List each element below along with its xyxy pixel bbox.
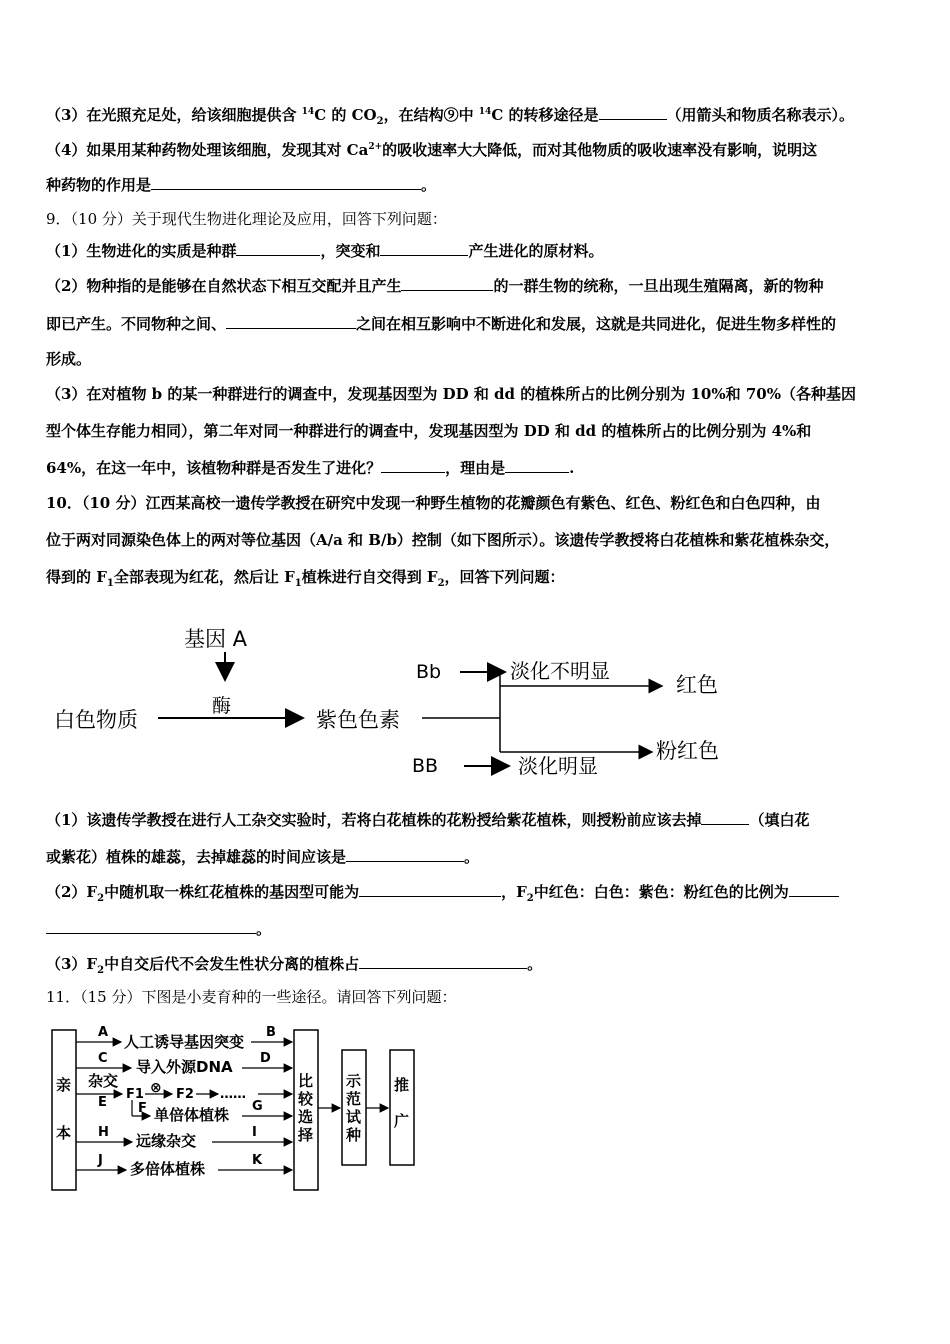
svg-text:杂交: 杂交 [88,1072,119,1090]
fade-strong-label: 淡化明显 [518,754,598,778]
parent-char-1: 亲 [56,1076,72,1094]
answer-blank[interactable] [380,241,468,256]
svg-text:多倍体植株: 多倍体植株 [130,1160,206,1178]
svg-text:较: 较 [298,1090,314,1108]
purple-pigment-label: 紫色色素 [316,708,400,732]
q9-part3-end: 64%，在这一年中，该植物种群是否发生了进化？ ，理由是 . [46,459,575,477]
svg-text:比: 比 [298,1072,314,1090]
wheat-breeding-diagram [46,1020,426,1195]
q8-part3: （3）在光照充足处，给该细胞提供含 $^{14}$C 的 $CO_2$，在结构⑨中 $^{14}$C 的转移途径是 （用箭头和物质名称表示）。 [46,106,855,127]
enzyme-label: 酶 [212,695,232,717]
answer-blank[interactable] [359,954,527,969]
pink-label: 粉红色 [656,739,719,763]
bb-lower-label: BB [412,755,439,777]
svg-text:K: K [252,1153,263,1168]
q10-part2: $(2)F_2$中随机取一株红花植株的基因型可能为 ，$F_2$中红色：白色：紫色：粉红色的比例为 [46,882,839,909]
q9-heading: 9．（10 分）关于现代生物进化理论及应用，回答下列问题： [46,210,447,228]
svg-text:C: C [98,1051,108,1066]
svg-text:I: I [252,1125,257,1140]
svg-text:E: E [98,1095,107,1110]
svg-text:人工诱导基因突变: 人工诱导基因突变 [124,1033,245,1051]
red-label: 红色 [676,673,718,697]
q10-part1: （1）该遗传学教授在进行人工杂交实验时，若将白花植株的花粉授给紫花植株，则授粉前应该去掉 （填白花 [46,811,810,829]
svg-text:⊗: ⊗ [150,1080,162,1096]
answer-blank[interactable] [236,241,320,256]
svg-text:A: A [98,1025,109,1040]
answer-blank[interactable] [346,847,464,862]
svg-text:择: 择 [298,1126,314,1144]
q9-part3-cont: 型个体生存能力相同），第二年对同一种群进行的调查中，发现基因型为 DD 和 dd 的植株所占的比例分别为 4%和 [46,422,812,440]
svg-text:D: D [260,1051,271,1066]
svg-text:选: 选 [298,1108,314,1126]
svg-text:范: 范 [346,1090,362,1108]
promote-box [390,1050,414,1165]
q10-heading: 10．（10 分）江西某高校一遗传学教授在研究中发现一种野生植物的花瓣颜色有紫色、红色、粉红色和白色四种，由 [46,494,821,512]
svg-text:G: G [252,1099,263,1114]
svg-text:B: B [266,1025,276,1040]
answer-blank[interactable] [46,919,256,934]
answer-blank[interactable] [226,314,356,329]
svg-text:示: 示 [346,1072,362,1090]
svg-text:广: 广 [394,1112,410,1130]
answer-blank[interactable] [599,105,667,120]
q9-part2-cont: 即已产生。不同物种之间、 之间在相互影响中不断进化和发展，这就是共同进化，促进生物多样性的 [46,315,837,333]
parent-char-2: 本 [56,1124,72,1142]
svg-text:试: 试 [346,1108,362,1126]
svg-text:F2: F2 [176,1087,194,1102]
svg-text:单倍体植株: 单倍体植株 [154,1106,230,1124]
svg-text:推: 推 [394,1076,410,1094]
q8-part4: （4）如果用某种药物处理该细胞，发现其对 $Ca^{2+}$的吸收速率大大降低，而对其他物质的吸收速率没有影响，说明这 [46,141,818,159]
answer-blank[interactable] [789,882,839,897]
white-substance-label: 白色物质 [54,708,138,732]
svg-text:种: 种 [346,1126,362,1144]
answer-blank[interactable] [701,810,749,825]
answer-blank[interactable] [401,276,493,291]
q8-part4-cont: 种药物的作用是 。 [46,176,437,194]
q9-part2-end: 形成。 [46,350,92,368]
svg-text:J: J [98,1153,103,1168]
answer-blank[interactable] [359,882,501,897]
answer-blank[interactable] [151,175,421,190]
answer-blank[interactable] [381,458,445,473]
svg-text:F: F [138,1101,147,1116]
svg-text:……: …… [220,1087,246,1102]
svg-text:H: H [98,1125,109,1140]
q11-heading: 11．（15 分）下图是小麦育种的一些途径。请回答下列问题： [46,988,457,1006]
svg-text:远缘杂交: 远缘杂交 [136,1132,197,1150]
answer-blank[interactable] [505,458,569,473]
fade-weak-label: 淡化不明显 [510,659,610,683]
q10-heading-3: 得到的 $F_1$全部表现为红花，然后让 $F_1$植株进行自交得到 $F_2$，回答下列问题： [46,568,565,589]
q9-part2: （2）物种指的是能够在自然状态下相互交配并且产生 的一群生物的统称，一旦出现生殖隔离，新的物种 [46,277,824,295]
q10-part1-cont: 或紫花）植株的雄蕊，去掉雄蕊的时间应该是 。 [46,848,480,866]
svg-text:F1: F1 [126,1087,144,1102]
q9-part3: （3）在对植物 b 的某一种群进行的调查中，发现基因型为 DD 和 dd 的植株所占的比例分别为 10%和 70%（各种基因 [46,385,856,403]
q10-part2-cont: 。 [46,919,271,939]
parent-box [52,1030,76,1190]
gene-a-label: 基因 A [184,627,248,651]
svg-text:导入外源DNA: 导入外源DNA [136,1058,233,1076]
q10-heading-2: 位于两对同源染色体上的两对等位基因（A/a 和 B/b）控制（如下图所示）。该遗传学教授将白花植株和紫花植株杂交， [46,531,840,549]
bb-upper-label: Bb [416,661,442,683]
q9-part1: （1）生物进化的实质是种群 ，突变和 产生进化的原材料。 [46,242,604,260]
q10-part3: $(3)F_2$中自交后代不会发生性状分离的植株占 。 [46,955,543,976]
flower-color-pathway-diagram [40,620,760,790]
